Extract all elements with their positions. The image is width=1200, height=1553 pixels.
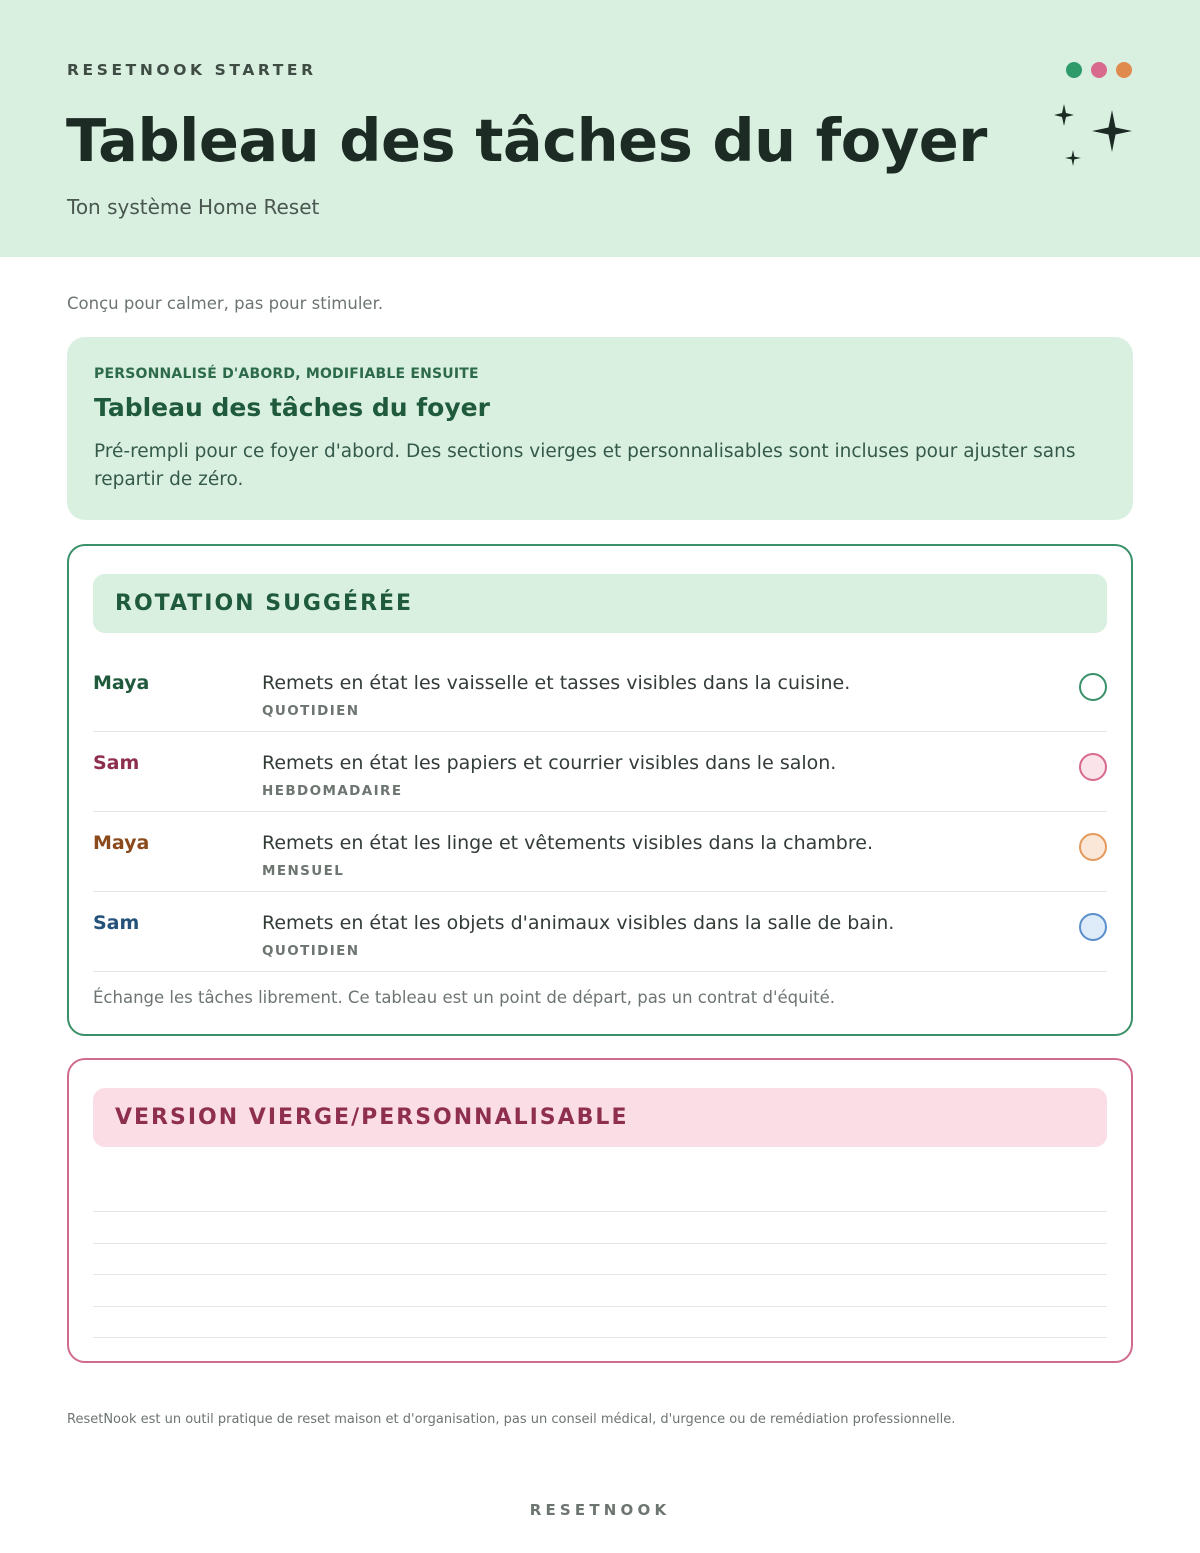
tagline: Conçu pour calmer, pas pour stimuler. [67, 294, 384, 313]
header-banner [0, 0, 1200, 257]
intro-body: Pré-rempli pour ce foyer d'abord. Des sections vierges et personnalisables sont incluses pour ajuster sans repartir de zéro. [94, 441, 1076, 490]
footer-brand: RESETNOOK [529, 1501, 671, 1519]
rotation-header [93, 574, 1107, 633]
blank-line[interactable] [93, 1274, 1107, 1275]
task-frequency: HEBDOMADAIRE [262, 783, 403, 799]
pink-dot-icon [1091, 62, 1107, 78]
brand-label: RESETNOOK STARTER [67, 61, 317, 79]
task-frequency: MENSUEL [262, 863, 345, 879]
page-subtitle: Ton système Home Reset [67, 195, 320, 219]
task-checkbox[interactable] [1079, 673, 1107, 701]
task-description: Remets en état les papiers et courrier visibles dans le salon. [262, 752, 837, 774]
color-dots [1066, 62, 1132, 78]
blank-header [93, 1088, 1107, 1147]
green-dot-icon [1066, 62, 1082, 78]
task-checkbox[interactable] [1079, 833, 1107, 861]
blank-heading: VERSION VIERGE/PERSONNALISABLE [115, 1105, 629, 1130]
blank-line[interactable] [93, 1211, 1107, 1212]
page-title: Tableau des tâches du foyer [66, 106, 987, 175]
rotation-note: Échange les tâches librement. Ce tableau est un point de départ, pas un contrat d'équité. [93, 988, 836, 1007]
orange-dot-icon [1116, 62, 1132, 78]
blank-card [67, 1058, 1133, 1363]
intro-panel [67, 337, 1133, 520]
rotation-heading: ROTATION SUGGÉRÉE [115, 591, 414, 616]
intro-title: Tableau des tâches du foyer [94, 393, 490, 422]
assignee-name: Sam [93, 912, 140, 934]
sparkles-icon [1050, 100, 1140, 172]
footer-disclaimer: ResetNook est un outil pratique de reset maison et d'organisation, pas un conseil médical, d'urgence ou de remédiation professionnelle. [67, 1412, 956, 1427]
task-checkbox[interactable] [1079, 913, 1107, 941]
assignee-name: Sam [93, 752, 140, 774]
task-description: Remets en état les objets d'animaux visibles dans la salle de bain. [262, 912, 895, 934]
assignee-name: Maya [93, 832, 150, 854]
task-description: Remets en état les linge et vêtements visibles dans la chambre. [262, 832, 873, 854]
task-frequency: QUOTIDIEN [262, 943, 360, 959]
assignee-name: Maya [93, 672, 150, 694]
table-row [93, 652, 1107, 732]
task-checkbox[interactable] [1079, 753, 1107, 781]
intro-eyebrow: PERSONNALISÉ D'ABORD, MODIFIABLE ENSUITE [94, 366, 479, 382]
blank-line[interactable] [93, 1306, 1107, 1307]
rotation-card [67, 544, 1133, 1036]
blank-line[interactable] [93, 1243, 1107, 1244]
task-description: Remets en état les vaisselle et tasses visibles dans la cuisine. [262, 672, 851, 694]
table-row [93, 732, 1107, 812]
task-frequency: QUOTIDIEN [262, 703, 360, 719]
table-row [93, 892, 1107, 972]
table-row [93, 812, 1107, 892]
blank-line[interactable] [93, 1337, 1107, 1338]
